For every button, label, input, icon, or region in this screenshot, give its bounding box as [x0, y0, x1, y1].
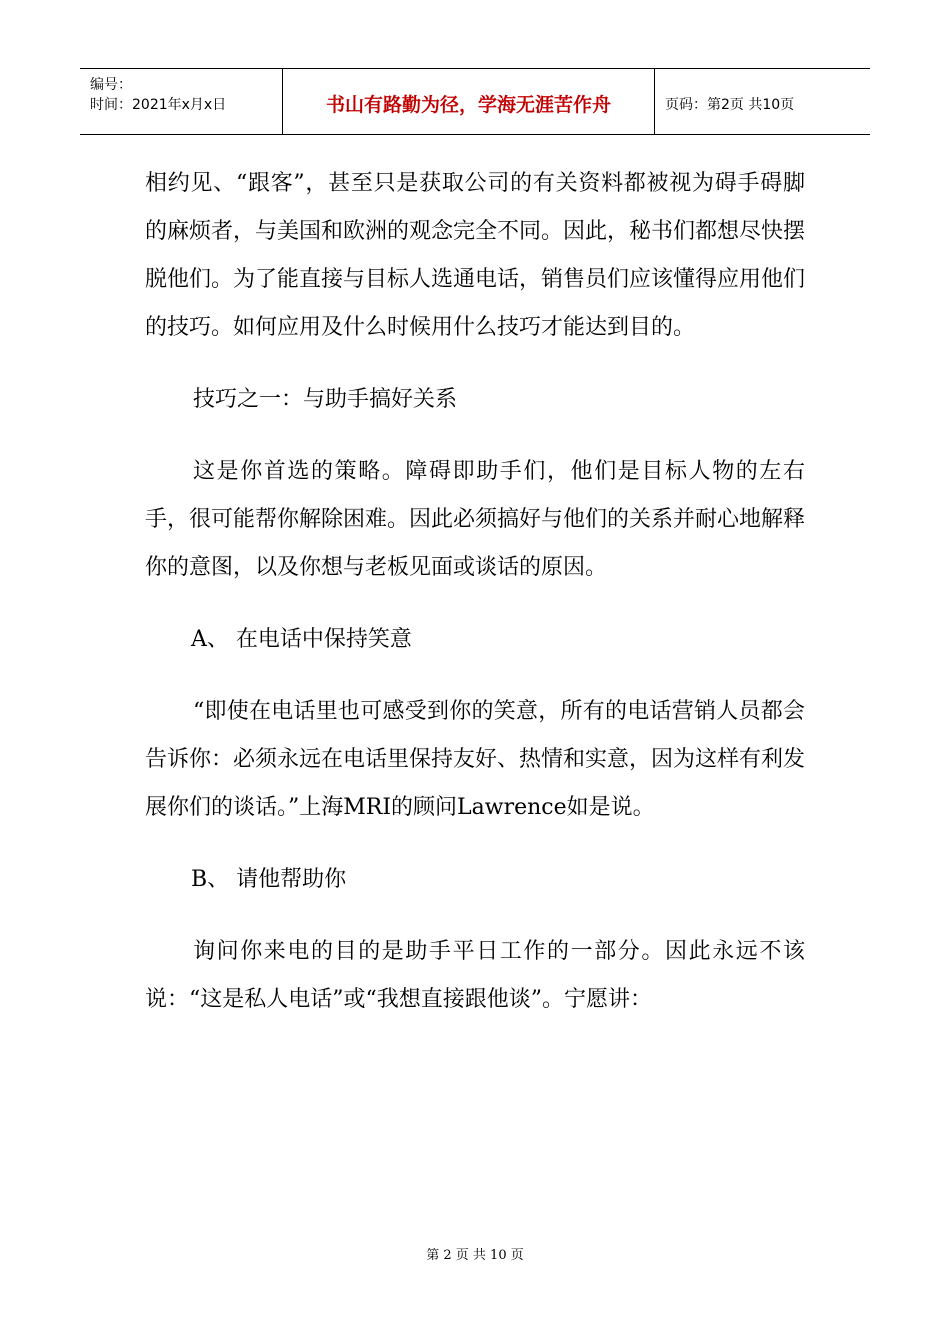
document-header — [80, 68, 870, 135]
paragraph-continuation: 相约见、“跟客”，甚至只是获取公司的有关资料都被视为碍手碍脚的麻烦者，与美国和欧洲的观念完全不同。因此，秘书们都想尽快摆脱他们。为了能直接与目标人选通电话，销售员们应该懂得应用他们的技巧。如何应用及什么时候用什么技巧才能达到目的。 — [145, 171, 806, 340]
header-meta-cell — [80, 69, 283, 134]
time-label: 时间：2021年x月x日 — [90, 97, 227, 113]
paragraph-quote: “即使在电话里也可感受到你的笑意，所有的电话营销人员都会告诉你：必须永远在电话里保持友好、热情和实意，因为这样有利发展你们的谈话。”上海MRI的顾问Lawrence如是说。 — [145, 699, 806, 820]
footer-page-number: 第 2 页 共 10 页 — [426, 1248, 524, 1263]
paragraph-strategy: 这是你首选的策略。障碍即助手们，他们是目标人物的左右手，很可能帮你解除困难。因此必须搞好与他们的关系并耐心地解释你的意图，以及你想与老板见面或谈话的原因。 — [145, 459, 806, 580]
header-motto-cell — [283, 69, 655, 134]
header-page-cell — [655, 69, 870, 134]
motto-text: 书山有路勤为径，学海无涯苦作舟 — [325, 94, 611, 116]
page-info: 页码：第2页 共10页 — [665, 96, 795, 113]
item-heading-b: B、 请他帮助你 — [191, 867, 347, 892]
paragraph-ask-help: 询问你来电的目的是助手平日工作的一部分。因此永远不该说：“这是私人电话”或“我想直接跟他谈”。宁愿讲： — [145, 939, 805, 1012]
item-heading-a: A、 在电话中保持笑意 — [191, 627, 412, 652]
number-label: 编号： — [90, 77, 132, 93]
document-body — [145, 160, 805, 1048]
page-footer — [0, 1244, 950, 1263]
section-heading-tip-one: 技巧之一：与助手搞好关系 — [193, 387, 458, 412]
